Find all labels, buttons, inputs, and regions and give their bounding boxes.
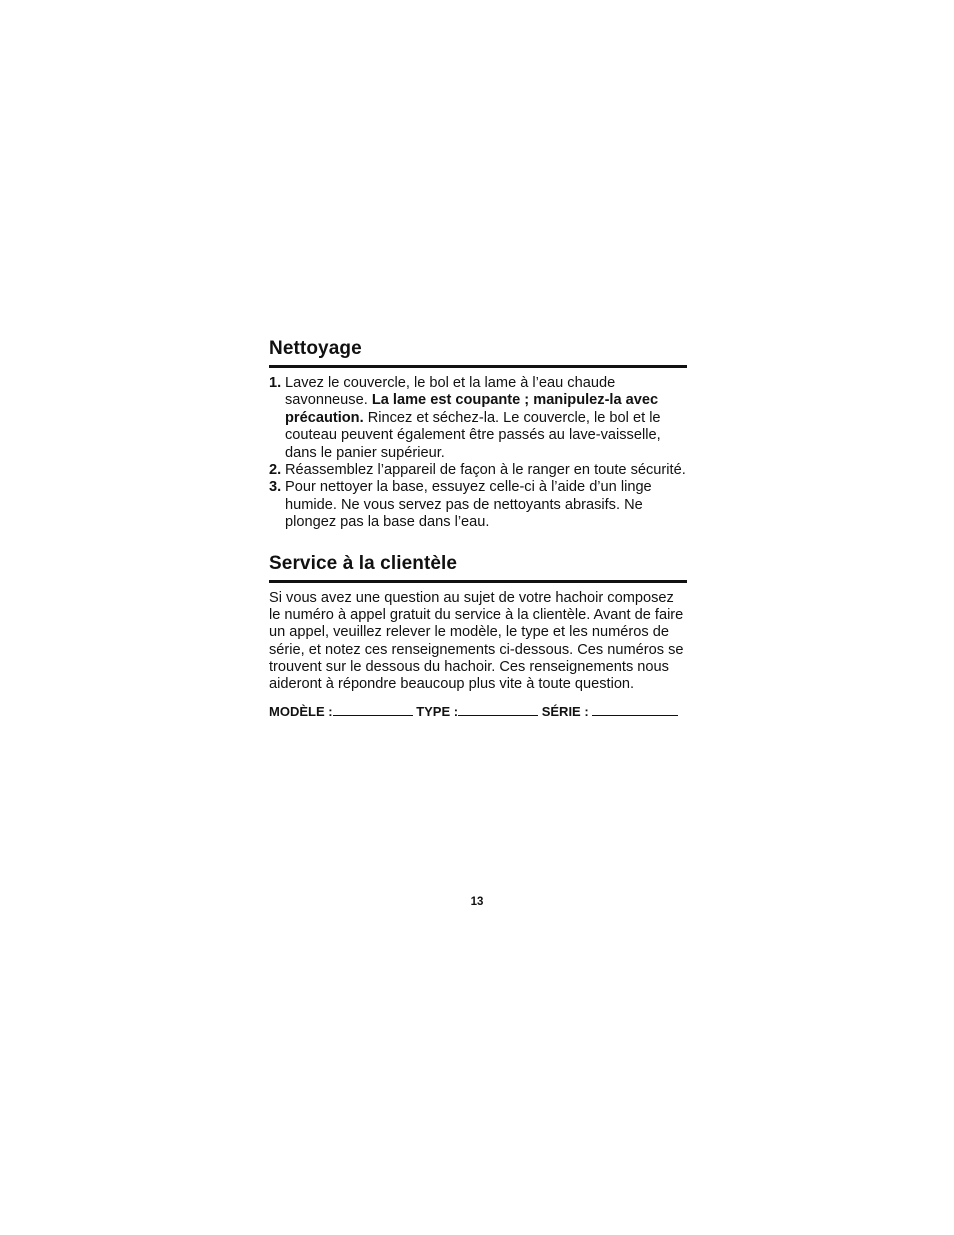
section-title-cleaning: Nettoyage <box>269 338 362 359</box>
step-text: Rincez et séchez-la. Le couvercle, le bol et le couteau peuvent également être passés au lave-vaisselle, dans le panier supérieur. <box>285 409 661 461</box>
step-number: 1. <box>269 375 282 391</box>
serial-label: SÉRIE : <box>541 704 589 720</box>
customer-service-paragraph: Si vous avez une question au sujet de votre hachoir composez le numéro à appel gratuit du service à la clientèle. Avant de faire un appel, veuillez relever le modèle, le type et les numéros de série, et notez ces renseignements ci-dessous. Ces numéros se trouvent sur le dessous du hachoir. Ces renseignements nous aideront à répondre beaucoup plus vite à toute question. <box>269 589 684 693</box>
step-number: 2. <box>269 462 282 479</box>
cleaning-steps-list <box>269 375 687 532</box>
page-content <box>269 338 687 720</box>
step-text: Pour nettoyer la base, essuyez celle-ci à l’aide d’un linge humide. Ne vous servez pas de nettoyants abrasifs. Ne plongez pas la base dans l’eau. <box>285 479 652 531</box>
step-text: Lavez le couvercle, le bol et la lame à l’eau chaude savonneuse. <box>285 375 616 409</box>
type-blank[interactable] <box>458 703 538 716</box>
step-text: Réassemblez l’appareil de façon à le ranger en toute sécurité. <box>285 462 686 479</box>
section-rule <box>269 365 687 368</box>
section-rule <box>269 580 687 583</box>
list-item <box>269 479 687 531</box>
serial-blank[interactable] <box>592 703 678 716</box>
section-title-customer-service: Service à la clientèle <box>269 552 458 574</box>
product-info-fields <box>269 703 687 720</box>
customer-service-section <box>269 553 687 721</box>
page-number: 13 <box>470 896 484 908</box>
step-warning-text: La lame est coupante ; manipulez-la avec précaution. <box>285 392 659 426</box>
model-label: MODÈLE : <box>269 704 333 720</box>
list-item <box>269 462 687 479</box>
step-number: 3. <box>269 479 282 496</box>
type-label: TYPE : <box>416 704 459 720</box>
model-blank[interactable] <box>333 703 413 716</box>
list-item <box>269 375 687 462</box>
